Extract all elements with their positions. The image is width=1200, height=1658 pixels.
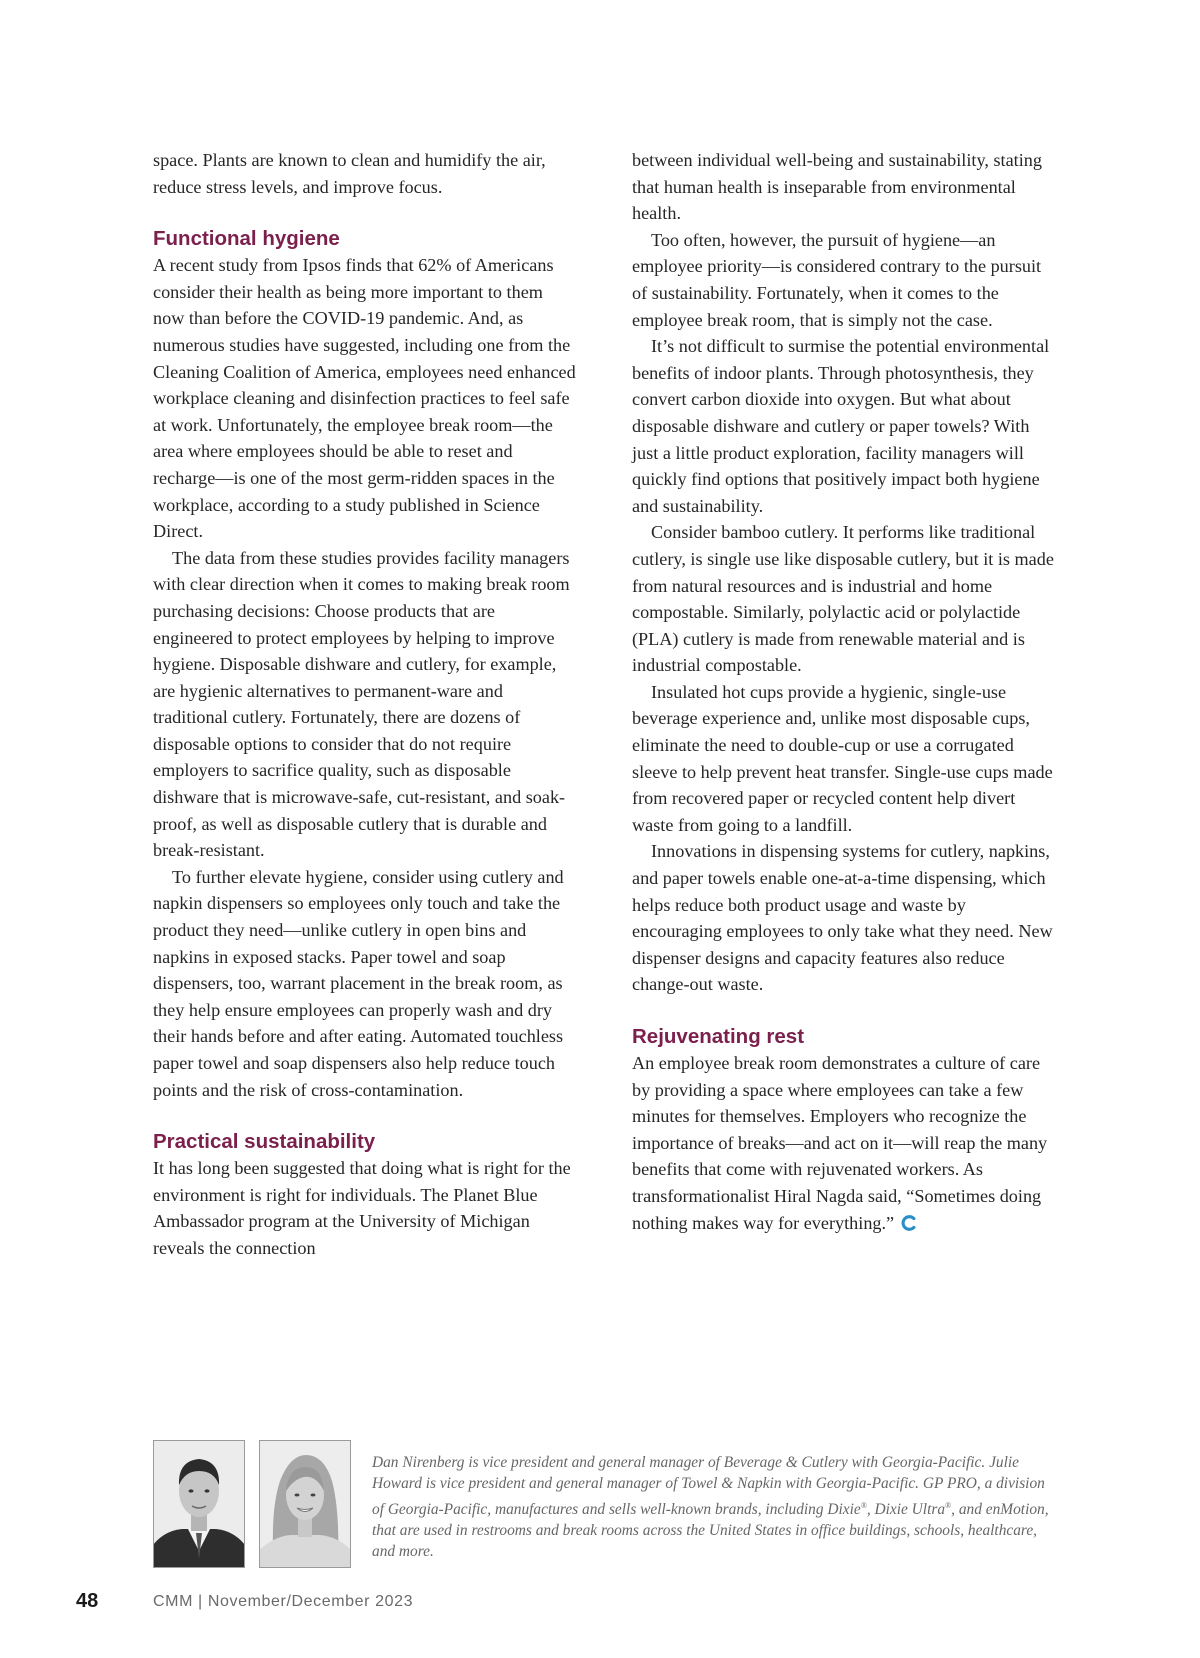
- paragraph-hygiene-1: A recent study from Ipsos finds that 62% of Americans consider their health as being more important to them now than before the COVID-19 pandemic. And, as numerous studies have suggested, including one from the Cleaning Coalition of America, employees need enhanced workplace cleaning and disinfection practices to feel safe at work. Unfortunately, the employee break room—the area where employees should be able to reset and recharge—is one of the most germ-ridden spaces in the workplace, according to a study published in Science Direct.: [153, 255, 576, 542]
- bio-text-2: , Dixie Ultra: [866, 1500, 946, 1518]
- heading-rejuvenating-rest: Rejuvenating rest: [632, 1025, 805, 1048]
- portrait-woman-icon: [260, 1441, 350, 1567]
- paragraph-right-4: Insulated hot cups provide a hygienic, single-use beverage experience and, unlike most disposable cups, eliminate the need to double-cup or use a corrugated sleeve to help prevent heat transfer. Single-use cups made from recovered paper or recycled content help divert waste from going to a landfill.: [632, 681, 1053, 835]
- paragraph-hygiene-3: To further elevate hygiene, consider using cutlery and napkin dispensers so employees only touch and take the product they need—unlike cutlery in open bins and napkins in exposed stacks. Paper towel and soap dispensers, too, warrant placement in the break room, as they help ensure employees can properly wash and dry their hands before and after eating. Automated touchless paper towel and soap dispensers also help reduce touch points and the risk of cross-contamination.: [153, 866, 564, 1100]
- page-number: 48: [76, 1590, 99, 1612]
- heading-practical-sustainability: Practical sustainability: [153, 1130, 376, 1154]
- paragraph-hygiene-2: The data from these studies provides facility managers with clear direction when it comes to making break room purchasing decisions: Choose products that are engineered to protect employees by helping to improve hygiene. Disposable dishware and cutlery, for example, are hygienic alternatives to permanent-ware and traditional cutlery. Fortunately, there are dozens of disposable options to consider that do not require employers to sacrifice quality, such as disposable dishware that is microwave-safe, cut-resistant, and soak-proof, as well as disposable cutlery that is durable and break-resistant.: [153, 547, 570, 861]
- registered-mark-dixie: ®: [860, 1500, 867, 1510]
- author-bio: [372, 1452, 1052, 1563]
- continuation-paragraph: between individual well-being and sustainability, stating that human health is inseparable from environmental health.: [632, 150, 1042, 224]
- intro-paragraph: space. Plants are known to clean and humidify the air, reduce stress levels, and improve focus.: [153, 150, 546, 197]
- article-column-left: [153, 147, 578, 1262]
- paragraph-rejuvenating-rest: [632, 1050, 1057, 1236]
- bio-text-3: , and enMotion, that are used in restrooms and break rooms across the United States in office buildings, schools, healthcare, and more.: [372, 1500, 1049, 1561]
- paragraph-right-2: It’s not difficult to surmise the potential environmental benefits of indoor plants. Through photosynthesis, they convert carbon dioxide into oxygen. But what about disposable dishware and cutlery or paper towels? With just a little product exploration, facility managers will quickly find options that positively impact both hygiene and sustainability.: [632, 336, 1050, 516]
- article-column-right: [632, 147, 1057, 1236]
- cmm-c-logo-icon: [900, 1213, 918, 1231]
- paragraph-right-5: Innovations in dispensing systems for cutlery, napkins, and paper towels enable one-at-a-time dispensing, which helps reduce both product usage and waste by encouraging employees to only take what they need. New dispenser designs and capacity features also reduce change-out waste.: [632, 841, 1053, 995]
- author-photo-dan-nirenberg: [153, 1440, 245, 1568]
- paragraph-sustainability-1: It has long been suggested that doing what is right for the environment is right for individuals. The Planet Blue Ambassador program at the University of Michigan reveals the connection: [153, 1158, 571, 1258]
- author-photo-julie-howard: [259, 1440, 351, 1568]
- bio-text-1: Dan Nirenberg is vice president and general manager of Beverage & Cutlery with Georgia-Pacific. Julie Howard is vice president and general manager of Towel & Napkin with Georgia-Pacific. GP PRO, a division of Georgia-Pacific, manufactures and sells well-known brands, including Dixie: [372, 1454, 1045, 1518]
- paragraph-right-1: Too often, however, the pursuit of hygiene—an employee priority—is considered contrary to the pursuit of sustainability. Fortunately, when it comes to the employee break room, that is simply not the case.: [632, 229, 1042, 330]
- registered-mark-dixie-ultra: ®: [945, 1500, 952, 1510]
- heading-functional-hygiene: Functional hygiene: [153, 227, 340, 251]
- footer-publication: CMM | November/December 2023: [153, 1593, 414, 1610]
- portrait-man-icon: [154, 1441, 244, 1567]
- paragraph-right-3: Consider bamboo cutlery. It performs like traditional cutlery, is single use like disposable cutlery, but it is made from natural resources and is industrial and home compostable. Similarly, polylactic acid or polylactide (PLA) cutlery is made from renewable material and is industrial compostable.: [632, 522, 1054, 676]
- rejuvenating-rest-text: An employee break room demonstrates a culture of care by providing a space where employees can take a few minutes for themselves. Employers who recognize the importance of breaks—and act on it—will reap the many benefits that come with rejuvenated workers. As transformationalist Hiral Nagda said, “Sometimes doing nothing makes way for everything.”: [632, 1053, 1048, 1233]
